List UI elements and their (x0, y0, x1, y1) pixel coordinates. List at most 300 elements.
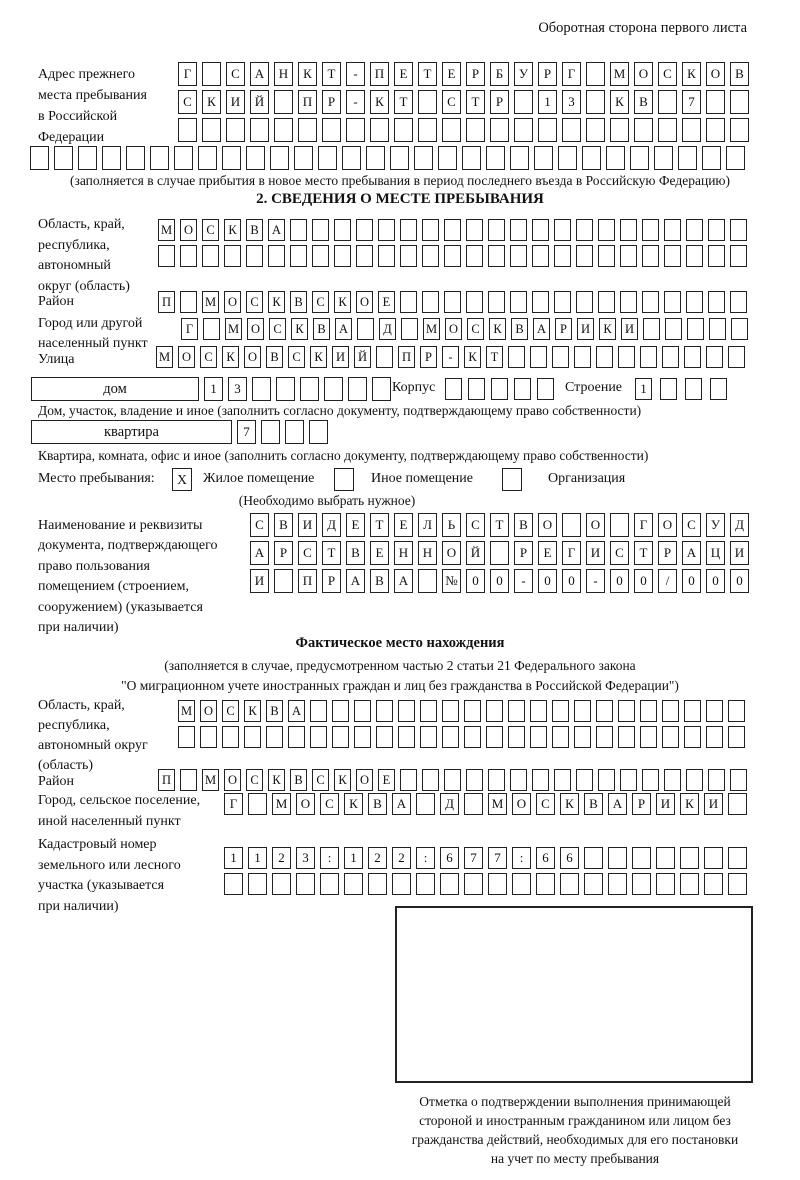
form-cell[interactable]: Р (555, 318, 572, 340)
form-cell[interactable]: Т (322, 541, 341, 565)
form-cell[interactable]: У (514, 62, 533, 86)
form-cell[interactable] (30, 146, 49, 170)
form-cell[interactable]: В (246, 219, 263, 241)
form-cell[interactable] (534, 146, 553, 170)
form-cell[interactable]: 2 (272, 847, 291, 869)
form-cell[interactable] (682, 118, 701, 142)
form-cell[interactable] (296, 873, 315, 895)
form-cell[interactable] (376, 346, 393, 368)
form-cell[interactable]: С (178, 90, 197, 114)
form-cell[interactable]: С (298, 541, 317, 565)
form-cell[interactable] (554, 219, 571, 241)
form-cell[interactable] (510, 146, 529, 170)
form-cell[interactable] (102, 146, 121, 170)
form-cell[interactable]: О (512, 793, 531, 815)
form-cell[interactable] (560, 873, 579, 895)
form-cell[interactable]: А (250, 62, 269, 86)
form-cell[interactable]: Д (379, 318, 396, 340)
form-cell[interactable]: Т (490, 513, 509, 537)
form-cell[interactable] (508, 346, 525, 368)
form-cell[interactable] (466, 291, 483, 313)
form-cell[interactable] (708, 245, 725, 267)
form-cell[interactable]: 1 (635, 378, 652, 400)
form-cell[interactable]: С (250, 513, 269, 537)
form-cell[interactable]: А (250, 541, 269, 565)
form-cell[interactable] (356, 219, 373, 241)
form-cell[interactable] (706, 346, 723, 368)
form-cell[interactable] (642, 769, 659, 791)
form-cell[interactable]: 3 (562, 90, 581, 114)
form-cell[interactable] (466, 769, 483, 791)
form-cell[interactable] (416, 873, 435, 895)
form-cell[interactable]: И (704, 793, 723, 815)
form-cell[interactable]: К (222, 346, 239, 368)
form-cell[interactable]: Н (418, 541, 437, 565)
form-cell[interactable]: К (334, 769, 351, 791)
form-cell[interactable] (608, 847, 627, 869)
form-cell[interactable] (400, 219, 417, 241)
form-cell[interactable]: А (394, 569, 413, 593)
form-cell[interactable] (174, 146, 193, 170)
form-cell[interactable] (643, 318, 660, 340)
form-cell[interactable]: О (356, 291, 373, 313)
form-cell[interactable] (466, 219, 483, 241)
form-cell[interactable] (418, 90, 437, 114)
form-cell[interactable] (726, 146, 745, 170)
form-cell[interactable]: 1 (344, 847, 363, 869)
form-cell[interactable] (378, 245, 395, 267)
form-cell[interactable] (488, 873, 507, 895)
form-cell[interactable] (357, 318, 374, 340)
form-cell[interactable] (562, 513, 581, 537)
form-cell[interactable] (532, 291, 549, 313)
form-cell[interactable]: И (586, 541, 605, 565)
form-cell[interactable] (342, 146, 361, 170)
form-cell[interactable]: О (178, 346, 195, 368)
form-cell[interactable] (442, 700, 459, 722)
form-cell[interactable]: М (202, 769, 219, 791)
form-cell[interactable]: И (226, 90, 245, 114)
form-cell[interactable] (586, 90, 605, 114)
form-cell[interactable]: В (634, 90, 653, 114)
form-cell[interactable] (298, 118, 317, 142)
form-cell[interactable]: О (180, 219, 197, 241)
form-cell[interactable]: О (442, 541, 461, 565)
form-cell[interactable] (642, 219, 659, 241)
form-cell[interactable]: П (158, 769, 175, 791)
form-cell[interactable] (606, 146, 625, 170)
form-cell[interactable]: О (706, 62, 725, 86)
form-cell[interactable]: В (290, 291, 307, 313)
form-cell[interactable]: М (610, 62, 629, 86)
form-cell[interactable] (596, 346, 613, 368)
form-cell[interactable] (662, 346, 679, 368)
form-cell[interactable] (300, 377, 319, 401)
form-cell[interactable] (78, 146, 97, 170)
form-cell[interactable]: К (344, 793, 363, 815)
form-cell[interactable] (348, 377, 367, 401)
form-cell[interactable] (488, 769, 505, 791)
form-cell[interactable] (394, 118, 413, 142)
form-cell[interactable] (584, 873, 603, 895)
form-cell[interactable]: К (599, 318, 616, 340)
form-cell[interactable] (376, 726, 393, 748)
form-cell[interactable] (708, 219, 725, 241)
form-cell[interactable]: 1 (538, 90, 557, 114)
form-cell[interactable]: О (634, 62, 653, 86)
form-cell[interactable]: В (584, 793, 603, 815)
form-cell[interactable] (574, 346, 591, 368)
form-cell[interactable]: М (272, 793, 291, 815)
form-cell[interactable] (512, 873, 531, 895)
form-cell[interactable] (356, 245, 373, 267)
form-cell[interactable]: А (346, 569, 365, 593)
form-cell[interactable]: 7 (682, 90, 701, 114)
form-cell[interactable] (444, 769, 461, 791)
form-cell[interactable]: С (658, 62, 677, 86)
form-cell[interactable] (596, 726, 613, 748)
form-cell[interactable]: 0 (682, 569, 701, 593)
form-cell[interactable] (444, 291, 461, 313)
form-cell[interactable] (728, 847, 747, 869)
form-cell[interactable] (730, 219, 747, 241)
form-cell[interactable] (422, 291, 439, 313)
form-cell[interactable] (554, 245, 571, 267)
form-cell[interactable]: В (346, 541, 365, 565)
form-cell[interactable] (422, 219, 439, 241)
form-cell[interactable]: 0 (634, 569, 653, 593)
form-cell[interactable]: С (467, 318, 484, 340)
form-cell[interactable]: Г (178, 62, 197, 86)
form-cell[interactable] (444, 245, 461, 267)
form-cell[interactable]: Г (562, 541, 581, 565)
form-cell[interactable]: К (560, 793, 579, 815)
form-cell[interactable]: С (320, 793, 339, 815)
form-cell[interactable] (420, 726, 437, 748)
form-cell[interactable] (442, 726, 459, 748)
form-cell[interactable]: П (370, 62, 389, 86)
form-cell[interactable] (554, 291, 571, 313)
form-cell[interactable] (530, 726, 547, 748)
form-cell[interactable]: В (368, 793, 387, 815)
form-cell[interactable] (203, 318, 220, 340)
form-cell[interactable]: : (416, 847, 435, 869)
form-cell[interactable] (180, 291, 197, 313)
form-cell[interactable]: С (202, 219, 219, 241)
form-cell[interactable]: 1 (248, 847, 267, 869)
form-cell[interactable] (440, 873, 459, 895)
form-cell[interactable] (224, 873, 243, 895)
form-cell[interactable]: Т (322, 62, 341, 86)
form-cell[interactable] (620, 769, 637, 791)
form-cell[interactable] (288, 726, 305, 748)
form-cell[interactable]: 2 (368, 847, 387, 869)
form-cell[interactable]: О (296, 793, 315, 815)
form-cell[interactable] (285, 420, 304, 444)
form-cell[interactable] (640, 346, 657, 368)
form-cell[interactable]: К (489, 318, 506, 340)
form-cell[interactable] (248, 793, 267, 815)
form-cell[interactable] (309, 420, 328, 444)
form-cell[interactable] (248, 873, 267, 895)
form-cell[interactable] (464, 700, 481, 722)
form-cell[interactable]: О (244, 346, 261, 368)
form-cell[interactable] (418, 118, 437, 142)
form-cell[interactable] (378, 219, 395, 241)
form-cell[interactable] (664, 769, 681, 791)
form-cell[interactable] (246, 245, 263, 267)
form-cell[interactable] (598, 291, 615, 313)
form-cell[interactable] (464, 793, 483, 815)
form-cell[interactable]: Д (322, 513, 341, 537)
form-cell[interactable]: 7 (237, 420, 256, 444)
stay-type-checkbox-residential[interactable]: X (172, 468, 192, 491)
form-cell[interactable] (706, 726, 723, 748)
form-cell[interactable]: Р (322, 90, 341, 114)
form-cell[interactable]: 0 (610, 569, 629, 593)
form-cell[interactable]: В (290, 769, 307, 791)
form-cell[interactable]: Л (418, 513, 437, 537)
form-cell[interactable]: И (577, 318, 594, 340)
form-cell[interactable]: Д (440, 793, 459, 815)
form-cell[interactable] (270, 146, 289, 170)
form-cell[interactable]: А (682, 541, 701, 565)
form-cell[interactable] (730, 90, 749, 114)
form-cell[interactable] (268, 245, 285, 267)
form-cell[interactable]: О (224, 291, 241, 313)
form-cell[interactable] (510, 219, 527, 241)
form-cell[interactable] (312, 245, 329, 267)
form-cell[interactable] (372, 377, 391, 401)
form-cell[interactable] (274, 90, 293, 114)
form-cell[interactable] (576, 291, 593, 313)
form-cell[interactable] (660, 378, 677, 400)
form-cell[interactable]: 2 (392, 847, 411, 869)
form-cell[interactable] (150, 146, 169, 170)
form-cell[interactable] (708, 291, 725, 313)
form-cell[interactable]: Б (490, 62, 509, 86)
form-cell[interactable] (514, 378, 531, 400)
form-cell[interactable]: Р (538, 62, 557, 86)
form-cell[interactable]: И (730, 541, 749, 565)
form-cell[interactable]: Е (346, 513, 365, 537)
form-cell[interactable] (728, 700, 745, 722)
form-cell[interactable]: Р (658, 541, 677, 565)
form-cell[interactable]: И (250, 569, 269, 593)
form-cell[interactable] (642, 291, 659, 313)
form-cell[interactable]: 3 (296, 847, 315, 869)
form-cell[interactable] (346, 118, 365, 142)
form-cell[interactable]: : (320, 847, 339, 869)
form-cell[interactable]: С (610, 541, 629, 565)
form-cell[interactable]: К (370, 90, 389, 114)
form-cell[interactable]: П (298, 569, 317, 593)
form-cell[interactable]: : (512, 847, 531, 869)
form-cell[interactable] (420, 700, 437, 722)
form-cell[interactable] (537, 378, 554, 400)
form-cell[interactable]: С (682, 513, 701, 537)
form-cell[interactable] (730, 245, 747, 267)
form-cell[interactable] (686, 291, 703, 313)
form-cell[interactable] (664, 219, 681, 241)
form-cell[interactable] (662, 700, 679, 722)
form-cell[interactable] (552, 700, 569, 722)
form-cell[interactable] (702, 146, 721, 170)
form-cell[interactable]: А (608, 793, 627, 815)
form-cell[interactable] (334, 219, 351, 241)
form-cell[interactable]: С (466, 513, 485, 537)
form-cell[interactable]: А (335, 318, 352, 340)
form-cell[interactable] (710, 378, 727, 400)
form-cell[interactable] (414, 146, 433, 170)
form-cell[interactable] (274, 118, 293, 142)
form-cell[interactable] (662, 726, 679, 748)
form-cell[interactable] (684, 700, 701, 722)
form-cell[interactable] (486, 726, 503, 748)
form-cell[interactable]: К (291, 318, 308, 340)
form-cell[interactable] (730, 769, 747, 791)
form-cell[interactable]: С (246, 291, 263, 313)
form-cell[interactable] (510, 245, 527, 267)
form-cell[interactable] (584, 847, 603, 869)
form-cell[interactable] (390, 146, 409, 170)
form-cell[interactable]: Р (274, 541, 293, 565)
form-cell[interactable] (158, 245, 175, 267)
form-cell[interactable]: С (312, 291, 329, 313)
form-cell[interactable]: М (158, 219, 175, 241)
stay-type-checkbox-organization[interactable] (502, 468, 522, 491)
form-cell[interactable] (596, 700, 613, 722)
form-cell[interactable]: 6 (536, 847, 555, 869)
form-cell[interactable] (354, 700, 371, 722)
form-cell[interactable]: В (370, 569, 389, 593)
form-cell[interactable]: 0 (562, 569, 581, 593)
form-cell[interactable] (222, 726, 239, 748)
form-cell[interactable] (252, 377, 271, 401)
form-cell[interactable] (586, 118, 605, 142)
form-cell[interactable]: К (202, 90, 221, 114)
form-cell[interactable]: Е (394, 62, 413, 86)
form-cell[interactable] (198, 146, 217, 170)
form-cell[interactable] (310, 726, 327, 748)
form-cell[interactable] (610, 118, 629, 142)
form-cell[interactable] (126, 146, 145, 170)
form-cell[interactable] (332, 726, 349, 748)
form-cell[interactable] (731, 318, 748, 340)
form-cell[interactable]: Т (370, 513, 389, 537)
form-cell[interactable] (530, 346, 547, 368)
form-cell[interactable]: С (200, 346, 217, 368)
form-cell[interactable]: К (298, 62, 317, 86)
form-cell[interactable] (445, 378, 462, 400)
form-cell[interactable] (376, 700, 393, 722)
form-cell[interactable]: М (225, 318, 242, 340)
form-cell[interactable] (510, 769, 527, 791)
form-cell[interactable]: С (246, 769, 263, 791)
form-cell[interactable] (618, 700, 635, 722)
form-cell[interactable]: О (247, 318, 264, 340)
form-cell[interactable]: А (533, 318, 550, 340)
form-cell[interactable]: О (658, 513, 677, 537)
form-cell[interactable] (354, 726, 371, 748)
form-cell[interactable]: М (156, 346, 173, 368)
form-cell[interactable]: 3 (228, 377, 247, 401)
form-cell[interactable] (178, 726, 195, 748)
form-cell[interactable] (290, 245, 307, 267)
form-cell[interactable] (320, 873, 339, 895)
form-cell[interactable] (514, 90, 533, 114)
form-cell[interactable]: Г (634, 513, 653, 537)
form-cell[interactable] (490, 541, 509, 565)
form-cell[interactable] (514, 118, 533, 142)
form-cell[interactable] (400, 245, 417, 267)
form-cell[interactable] (422, 769, 439, 791)
form-cell[interactable] (630, 146, 649, 170)
form-cell[interactable] (508, 726, 525, 748)
form-cell[interactable] (582, 146, 601, 170)
form-cell[interactable] (552, 346, 569, 368)
form-cell[interactable] (680, 847, 699, 869)
form-cell[interactable] (620, 245, 637, 267)
form-cell[interactable]: К (244, 700, 261, 722)
form-cell[interactable] (250, 118, 269, 142)
form-cell[interactable] (704, 873, 723, 895)
form-cell[interactable]: № (442, 569, 461, 593)
form-cell[interactable]: Г (181, 318, 198, 340)
form-cell[interactable] (370, 118, 389, 142)
form-cell[interactable] (728, 346, 745, 368)
form-cell[interactable]: Н (274, 62, 293, 86)
form-cell[interactable] (366, 146, 385, 170)
form-cell[interactable] (318, 146, 337, 170)
form-cell[interactable]: Р (490, 90, 509, 114)
form-cell[interactable] (400, 291, 417, 313)
form-cell[interactable] (202, 245, 219, 267)
form-cell[interactable] (678, 146, 697, 170)
form-cell[interactable] (708, 769, 725, 791)
form-cell[interactable]: Р (514, 541, 533, 565)
form-cell[interactable]: - (346, 62, 365, 86)
form-cell[interactable] (574, 726, 591, 748)
stay-type-checkbox-other[interactable] (334, 468, 354, 491)
form-cell[interactable] (438, 146, 457, 170)
form-cell[interactable]: К (268, 291, 285, 313)
form-cell[interactable]: В (266, 700, 283, 722)
form-cell[interactable]: Ц (706, 541, 725, 565)
form-cell[interactable] (464, 873, 483, 895)
form-cell[interactable] (598, 219, 615, 241)
form-cell[interactable]: К (268, 769, 285, 791)
form-cell[interactable]: Н (394, 541, 413, 565)
form-cell[interactable] (224, 245, 241, 267)
form-cell[interactable]: В (730, 62, 749, 86)
form-cell[interactable] (344, 873, 363, 895)
form-cell[interactable]: А (268, 219, 285, 241)
form-cell[interactable] (728, 726, 745, 748)
form-cell[interactable]: С (222, 700, 239, 722)
form-cell[interactable] (442, 118, 461, 142)
form-cell[interactable] (462, 146, 481, 170)
form-cell[interactable]: Т (486, 346, 503, 368)
form-cell[interactable] (486, 146, 505, 170)
form-cell[interactable] (664, 245, 681, 267)
form-cell[interactable] (310, 700, 327, 722)
form-cell[interactable]: 0 (490, 569, 509, 593)
form-cell[interactable] (261, 420, 280, 444)
form-cell[interactable]: Р (420, 346, 437, 368)
form-cell[interactable]: В (266, 346, 283, 368)
form-cell[interactable]: В (511, 318, 528, 340)
